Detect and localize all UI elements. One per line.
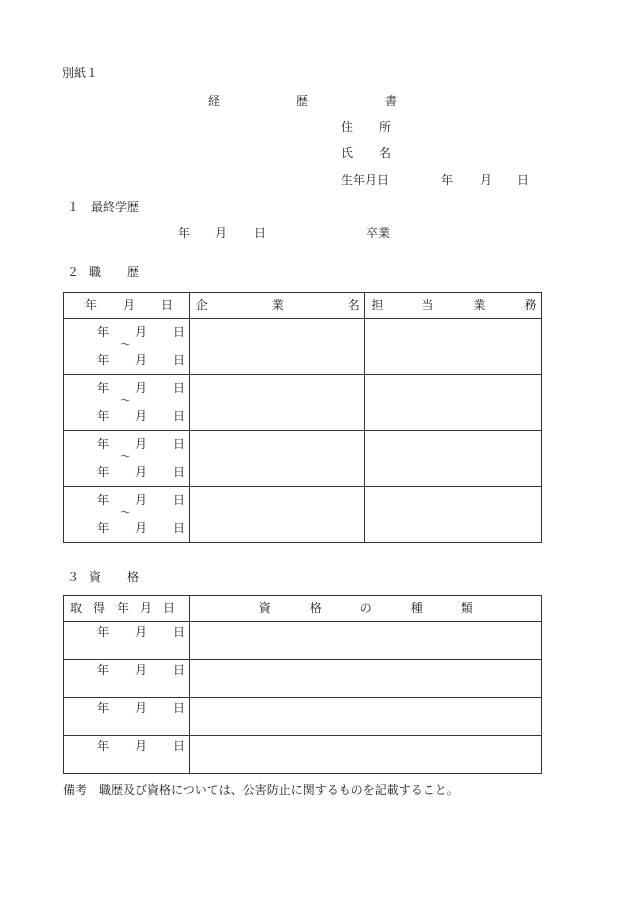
to-month: 月 <box>135 353 148 367</box>
qual-date-cell <box>64 622 190 660</box>
company-cell[interactable] <box>189 431 365 487</box>
qual-type-cell[interactable] <box>189 698 541 736</box>
to-month: 月 <box>135 521 148 535</box>
title-char-1: 経 <box>208 94 221 108</box>
qual-day: 日 <box>173 625 186 639</box>
career-row <box>64 487 542 543</box>
qual-date-cell <box>64 736 190 774</box>
career-row <box>64 375 542 431</box>
to-day: 日 <box>173 353 186 367</box>
from-day: 日 <box>173 437 186 451</box>
career-table <box>63 292 542 543</box>
from-year: 年 <box>97 381 110 395</box>
career-col-company <box>189 293 365 319</box>
from-month: 月 <box>135 493 148 507</box>
hdr-type-e: 類 <box>460 601 473 615</box>
hdr-day: 日 <box>161 298 174 312</box>
qualification-row <box>64 736 542 774</box>
duty-cell[interactable] <box>365 319 542 375</box>
qual-year: 年 <box>97 739 110 753</box>
hdr-year: 年 <box>85 298 98 312</box>
to-day: 日 <box>173 521 186 535</box>
qual-month: 月 <box>135 625 148 639</box>
qual-type-cell[interactable] <box>189 736 541 774</box>
hdr-company-c: 名 <box>347 298 360 312</box>
qualification-row <box>64 660 542 698</box>
hdr-duty-d: 務 <box>524 298 537 312</box>
qualification-table <box>63 595 542 774</box>
career-row <box>64 319 542 375</box>
hdr-duty-b: 当 <box>421 298 434 312</box>
qual-type-cell[interactable] <box>189 660 541 698</box>
birthdate-label: 生年月日 <box>341 173 390 187</box>
qual-month: 月 <box>135 739 148 753</box>
hdr-acq-a: 取 <box>70 601 83 615</box>
section-2-heading-b: 歴 <box>127 265 140 279</box>
to-year: 年 <box>97 409 110 423</box>
qual-day: 日 <box>173 663 186 677</box>
from-day: 日 <box>173 325 186 339</box>
career-period-cell <box>64 487 190 543</box>
qual-day: 日 <box>173 701 186 715</box>
hdr-month: 月 <box>123 298 136 312</box>
section-1-heading: １ 最終学歴 <box>67 200 140 214</box>
qualification-header-row <box>64 596 542 622</box>
remarks-note: 備考 職歴及び資格については、公害防止に関するものを記載すること。 <box>63 783 459 797</box>
grad-day: 日 <box>254 226 267 240</box>
qual-col-date <box>64 596 190 622</box>
duty-cell[interactable] <box>365 375 542 431</box>
hdr-type-a: 資 <box>258 601 271 615</box>
to-day: 日 <box>173 465 186 479</box>
duty-cell[interactable] <box>365 431 542 487</box>
qual-type-cell[interactable] <box>189 622 541 660</box>
qual-date-cell <box>64 660 190 698</box>
title-char-3: 書 <box>385 94 398 108</box>
from-month: 月 <box>135 325 148 339</box>
title-char-2: 歴 <box>296 94 309 108</box>
section-2-heading-a: 職 <box>89 265 102 279</box>
qual-year: 年 <box>97 663 110 677</box>
qual-month: 月 <box>135 663 148 677</box>
hdr-duty-a: 担 <box>371 298 384 312</box>
qualification-row <box>64 622 542 660</box>
qual-year: 年 <box>97 625 110 639</box>
range-mark: 〜 <box>120 338 131 351</box>
to-year: 年 <box>97 521 110 535</box>
qual-year: 年 <box>97 701 110 715</box>
career-period-cell <box>64 431 190 487</box>
hdr-type-c: の <box>359 601 372 615</box>
hdr-acq-b: 得 <box>93 601 106 615</box>
from-day: 日 <box>173 493 186 507</box>
range-mark: 〜 <box>120 450 131 463</box>
birth-day: 日 <box>517 173 530 187</box>
name-label-b: 名 <box>379 146 392 160</box>
section-3-heading-a: 資 <box>89 570 102 584</box>
section-3-number: ３ <box>67 570 80 584</box>
qual-month: 月 <box>135 701 148 715</box>
graduation-label: 卒業 <box>366 226 391 240</box>
address-label-a: 住 <box>341 120 354 134</box>
hdr-type-b: 格 <box>309 601 322 615</box>
career-col-duty <box>365 293 542 319</box>
hdr-type-d: 種 <box>410 601 423 615</box>
hdr-acq-c: 年 <box>117 601 130 615</box>
attachment-label: 別紙１ <box>62 66 99 80</box>
from-month: 月 <box>135 381 148 395</box>
from-year: 年 <box>97 493 110 507</box>
birth-year: 年 <box>441 173 454 187</box>
qual-day: 日 <box>173 739 186 753</box>
hdr-duty-c: 業 <box>473 298 486 312</box>
career-header-row <box>64 293 542 319</box>
birth-month: 月 <box>480 173 493 187</box>
name-label-a: 氏 <box>341 146 354 160</box>
company-cell[interactable] <box>189 487 365 543</box>
grad-month: 月 <box>215 226 228 240</box>
grad-year: 年 <box>178 226 191 240</box>
to-month: 月 <box>135 409 148 423</box>
to-year: 年 <box>97 465 110 479</box>
hdr-company-a: 企 <box>195 298 208 312</box>
qual-col-type <box>189 596 541 622</box>
to-month: 月 <box>135 465 148 479</box>
hdr-acq-d: 月 <box>140 601 153 615</box>
from-year: 年 <box>97 437 110 451</box>
to-year: 年 <box>97 353 110 367</box>
address-label-b: 所 <box>379 120 392 134</box>
range-mark: 〜 <box>120 506 131 519</box>
career-row <box>64 431 542 487</box>
career-period-cell <box>64 319 190 375</box>
career-period-cell <box>64 375 190 431</box>
hdr-acq-e: 日 <box>163 601 176 615</box>
company-cell[interactable] <box>189 375 365 431</box>
qualification-row <box>64 698 542 736</box>
to-day: 日 <box>173 409 186 423</box>
from-year: 年 <box>97 325 110 339</box>
company-cell[interactable] <box>189 319 365 375</box>
career-col-period <box>64 293 190 319</box>
from-month: 月 <box>135 437 148 451</box>
section-2-number: ２ <box>67 265 80 279</box>
range-mark: 〜 <box>120 394 131 407</box>
duty-cell[interactable] <box>365 487 542 543</box>
qual-date-cell <box>64 698 190 736</box>
from-day: 日 <box>173 381 186 395</box>
section-3-heading-b: 格 <box>127 570 140 584</box>
hdr-company-b: 業 <box>271 298 284 312</box>
